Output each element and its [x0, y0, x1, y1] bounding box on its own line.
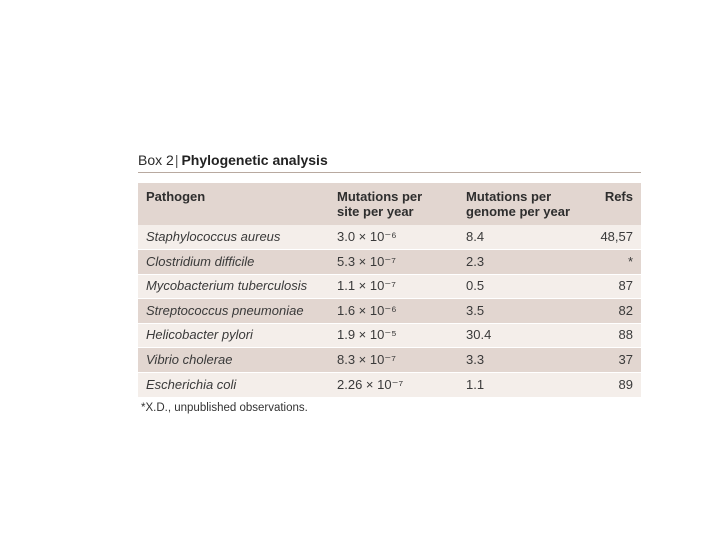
header-refs: Refs: [604, 189, 633, 204]
box-title: [138, 150, 641, 173]
cell-per-genome: 0.5: [458, 274, 592, 299]
header-pathogen: Pathogen: [146, 189, 206, 204]
cell-per-genome: 3.5: [458, 299, 592, 324]
cell-per-genome: 8.4: [466, 229, 485, 244]
mutation-rate-table: [138, 183, 641, 397]
cell-per-genome: 1.1: [458, 372, 592, 397]
cell-pathogen: Clostridium difficile: [138, 250, 329, 275]
phylogenetic-box: [138, 150, 641, 414]
table-row: [138, 348, 641, 373]
header-per-genome-line1: Mutations per: [466, 189, 552, 204]
cell-per-site: 1.6 × 10⁻⁶: [329, 299, 458, 324]
table-row: [138, 323, 641, 348]
cell-per-site: 5.3 × 10⁻⁷: [329, 250, 458, 275]
table-row: [138, 274, 641, 299]
cell-refs: 37: [592, 348, 641, 373]
header-per-site-line2: site per year: [337, 204, 414, 219]
cell-pathogen: Vibrio cholerae: [138, 348, 329, 373]
cell-pathogen: Mycobacterium tuberculosis: [138, 274, 329, 299]
cell-refs: 89: [592, 372, 641, 397]
cell-per-genome: 3.3: [458, 348, 592, 373]
cell-per-site: 2.26 × 10⁻⁷: [329, 372, 458, 397]
cell-per-site: 8.3 × 10⁻⁷: [329, 348, 458, 373]
box-label: Box 2: [138, 152, 174, 168]
table-row: [138, 299, 641, 324]
cell-pathogen: Streptococcus pneumoniae: [138, 299, 329, 324]
table-row: [138, 250, 641, 275]
cell-refs: 82: [592, 299, 641, 324]
cell-refs: 48,57: [600, 229, 633, 244]
header-per-genome: [458, 183, 592, 225]
header-per-site-line1: Mutations per: [337, 189, 423, 204]
table-footnote: *X.D., unpublished observations.: [141, 401, 308, 414]
cell-pathogen: Helicobacter pylori: [138, 323, 329, 348]
cell-per-site: 1.1 × 10⁻⁷: [329, 274, 458, 299]
box-heading: Phylogenetic analysis: [181, 152, 328, 168]
cell-per-site: 1.9 × 10⁻⁵: [329, 323, 458, 348]
cell-per-site: 3.0 × 10⁻⁶: [337, 229, 397, 244]
table-row: [138, 225, 641, 250]
header-per-site: [329, 183, 458, 225]
cell-pathogen: Staphylococcus aureus: [146, 229, 281, 244]
header-per-genome-line2: genome per year: [466, 204, 571, 219]
table-header-row: [138, 183, 641, 225]
cell-refs: 88: [592, 323, 641, 348]
cell-refs: 87: [592, 274, 641, 299]
box-separator: |: [174, 152, 179, 168]
cell-per-genome: 30.4: [458, 323, 592, 348]
cell-refs: *: [592, 250, 641, 275]
cell-pathogen: Escherichia coli: [138, 372, 329, 397]
table-row: [138, 372, 641, 397]
cell-per-genome: 2.3: [458, 250, 592, 275]
